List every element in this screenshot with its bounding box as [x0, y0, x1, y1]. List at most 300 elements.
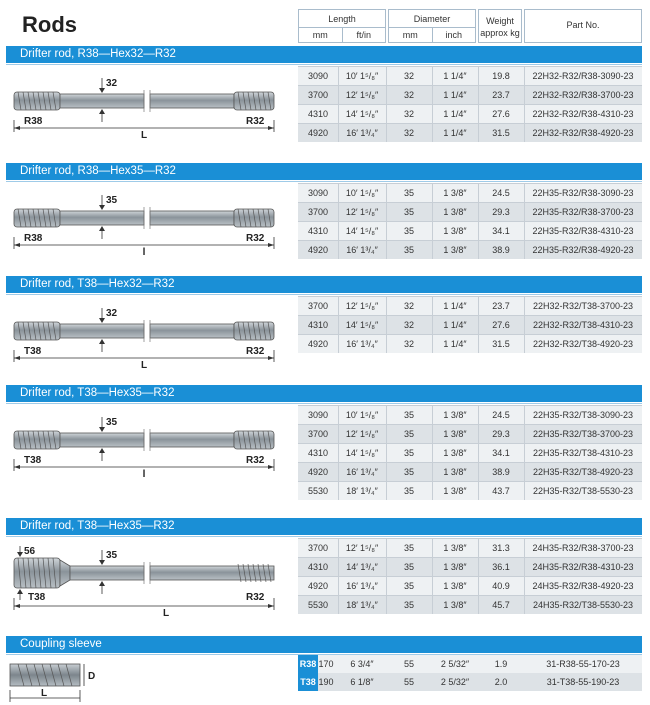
- cell-divider: [338, 539, 339, 557]
- table-row: [298, 202, 642, 221]
- cell-dia-mm: 32: [403, 109, 414, 119]
- cell-divider: [386, 596, 387, 614]
- cell-divider: [432, 105, 433, 123]
- cell-dia-inch: 1 3/8″: [443, 581, 467, 591]
- cell-divider: [386, 297, 387, 315]
- left-thread-label: T38: [24, 346, 42, 357]
- cell-length-ftin: 10′ 1⁵/₈″: [345, 71, 379, 81]
- cell-divider: [432, 596, 433, 614]
- cell-divider: [432, 203, 433, 221]
- right-thread-label: R32: [246, 116, 265, 127]
- cell-divider: [524, 463, 525, 481]
- cell-divider: [524, 67, 525, 85]
- cell-divider: [386, 335, 387, 353]
- cell-divider: [338, 222, 339, 240]
- cell-part-no: 22H32-R32/R38-4920-23: [532, 128, 634, 138]
- cell-divider: [478, 124, 479, 142]
- cell-weight: 43.7: [492, 486, 510, 496]
- cell-length-in: 6 3/4″: [350, 659, 374, 669]
- header-diameter: [388, 9, 476, 43]
- cell-weight: 31.5: [492, 128, 510, 138]
- cell-dia-mm: 35: [403, 543, 414, 553]
- cell-part-no: 24H35-R32/R38-3700-23: [532, 543, 634, 553]
- cell-divider: [478, 444, 479, 462]
- cell-divider: [432, 67, 433, 85]
- table-row: [298, 673, 642, 691]
- cell-weight: 38.9: [492, 245, 510, 255]
- cell-length-mm: 3700: [307, 301, 329, 311]
- cell-divider: [338, 184, 339, 202]
- cell-length-mm: 3090: [307, 71, 329, 81]
- table-row: [298, 104, 642, 123]
- length-label: L: [162, 608, 170, 619]
- cell-divider: [478, 335, 479, 353]
- cell-dia-inch: 1 1/4″: [443, 320, 467, 330]
- table-row: [298, 424, 642, 443]
- table-row: [298, 240, 642, 259]
- cell-part-no: 31-R38-55-170-23: [546, 659, 620, 669]
- cell-divider: [432, 86, 433, 104]
- cell-divider: [524, 577, 525, 595]
- cell-divider: [524, 406, 525, 424]
- cell-weight: 45.7: [492, 600, 510, 610]
- cell-divider: [478, 596, 479, 614]
- cell-divider: [432, 482, 433, 500]
- cell-dia-mm: 32: [403, 71, 414, 81]
- section-divider: [6, 536, 642, 537]
- cell-part-no: 24H35-R32/R38-4920-23: [532, 581, 634, 591]
- header-length-label: Length: [299, 12, 385, 28]
- length-label: l: [142, 469, 146, 480]
- cell-part-no: 22H32-R32/T38-4920-23: [532, 339, 634, 349]
- section-band: Drifter rod, R38—Hex35—R32: [6, 163, 642, 180]
- cell-divider: [524, 241, 525, 259]
- right-thread-label: R32: [246, 346, 265, 357]
- cell-divider: [338, 406, 339, 424]
- cell-divider: [338, 335, 339, 353]
- diameter-label: 32: [106, 308, 118, 319]
- cell-divider: [478, 67, 479, 85]
- cell-length-ftin: 12′ 1⁵/₈″: [345, 543, 379, 553]
- coupling-sleeve-drawing: [6, 660, 106, 704]
- cell-divider: [386, 406, 387, 424]
- cell-dia-mm: 35: [403, 207, 414, 217]
- cell-length-ftin: 10′ 1⁵/₈″: [345, 410, 379, 420]
- cell-dia-inch: 1 3/8″: [443, 467, 467, 477]
- section-band-coupling: Coupling sleeve: [6, 636, 642, 653]
- cell-dia-inch: 1 1/4″: [443, 301, 467, 311]
- cell-weight: 40.9: [492, 581, 510, 591]
- cell-dia-inch: 1 3/8″: [443, 410, 467, 420]
- cell-divider: [432, 444, 433, 462]
- cell-dia-inch: 1 3/8″: [443, 226, 467, 236]
- cell-divider: [524, 297, 525, 315]
- cell-dia-mm: 55: [403, 677, 414, 687]
- cell-part-no: 24H35-R32/T38-5530-23: [532, 600, 634, 610]
- rod-drawing: [6, 300, 286, 380]
- cell-weight: 36.1: [492, 562, 510, 572]
- cell-divider: [386, 425, 387, 443]
- cell-weight: 27.6: [492, 320, 510, 330]
- cell-dia-mm: 35: [403, 467, 414, 477]
- cell-weight: 31.5: [492, 339, 510, 349]
- cell-divider: [478, 297, 479, 315]
- table-row: [298, 183, 642, 202]
- spec-table: [298, 183, 642, 259]
- left-thread-label: R38: [24, 116, 43, 127]
- cell-divider: [386, 316, 387, 334]
- cell-length-ftin: 16′ 1³/₄″: [346, 245, 378, 255]
- cell-divider: [432, 539, 433, 557]
- table-row: [298, 221, 642, 240]
- cell-divider: [524, 558, 525, 576]
- table-row: [298, 334, 642, 353]
- cell-dia-mm: 55: [403, 659, 414, 669]
- cell-length-ftin: 14′ 1⁵/₈″: [345, 448, 379, 458]
- header-length: [298, 9, 386, 43]
- header-weight: [478, 9, 522, 43]
- cell-dia-inch: 2 5/32″: [440, 659, 470, 669]
- cell-divider: [386, 463, 387, 481]
- left-thread-label: T38: [24, 455, 42, 466]
- cell-divider: [478, 86, 479, 104]
- cell-divider: [338, 124, 339, 142]
- spec-table: [298, 296, 642, 353]
- section-divider: [6, 181, 642, 182]
- cell-divider: [386, 124, 387, 142]
- rod-drawing: [6, 70, 286, 150]
- cell-dia-mm: 32: [403, 339, 414, 349]
- cell-weight: 23.7: [492, 90, 510, 100]
- cell-divider: [432, 241, 433, 259]
- cell-divider: [386, 222, 387, 240]
- cell-dia-mm: 35: [403, 429, 414, 439]
- section-band: Drifter rod, T38—Hex32—R32: [6, 276, 642, 293]
- right-thread-label: R32: [246, 455, 265, 466]
- cell-divider: [338, 316, 339, 334]
- cell-part-no: 22H35-R32/R38-3090-23: [532, 188, 634, 198]
- spec-table: [298, 405, 642, 500]
- coupling-tag: T38: [298, 673, 318, 691]
- cell-divider: [478, 406, 479, 424]
- cell-divider: [386, 105, 387, 123]
- cell-length-mm: 4310: [307, 109, 329, 119]
- header-diameter-label: Diameter: [389, 12, 475, 28]
- cell-divider: [524, 425, 525, 443]
- cell-divider: [524, 316, 525, 334]
- cell-divider: [478, 577, 479, 595]
- cell-length-mm: 3700: [307, 429, 329, 439]
- cell-part-no: 22H32-R32/R38-4310-23: [532, 109, 634, 119]
- cell-divider: [524, 86, 525, 104]
- cell-dia-mm: 35: [403, 410, 414, 420]
- cell-divider: [338, 558, 339, 576]
- header-weight-line2: approx kg: [480, 28, 520, 38]
- left-thread-label: R38: [24, 233, 43, 244]
- cell-divider: [524, 539, 525, 557]
- cell-divider: [478, 463, 479, 481]
- cell-divider: [338, 297, 339, 315]
- cell-length-mm: 4920: [307, 339, 329, 349]
- coupling-tag: R38: [298, 655, 318, 673]
- cell-weight: 2.0: [494, 677, 508, 687]
- header-length-mm: mm: [312, 30, 328, 40]
- cell-weight: 24.5: [492, 188, 510, 198]
- cell-divider: [432, 222, 433, 240]
- section-divider: [6, 64, 642, 65]
- page-title: Rods: [22, 12, 77, 37]
- diameter-label: 35: [106, 417, 118, 428]
- cell-length-ftin: 12′ 1⁵/₈″: [345, 90, 379, 100]
- header-weight-line1: Weight: [486, 16, 514, 26]
- cell-divider: [338, 577, 339, 595]
- table-row: [298, 595, 642, 614]
- cell-part-no: 22H35-R32/T38-3090-23: [532, 410, 634, 420]
- cell-length-ftin: 16′ 1³/₄″: [346, 128, 378, 138]
- rod-drawing: [6, 409, 286, 489]
- cell-divider: [524, 222, 525, 240]
- length-label: L: [140, 130, 148, 141]
- cell-divider: [478, 222, 479, 240]
- cell-part-no: 24H35-R32/R38-4310-23: [532, 562, 634, 572]
- cell-divider: [338, 596, 339, 614]
- cell-length-mm: 4920: [307, 581, 329, 591]
- cell-length-ftin: 14′ 1⁵/₈″: [345, 320, 379, 330]
- cell-part-no: 22H32-R32/T38-4310-23: [532, 320, 634, 330]
- section-divider: [6, 403, 642, 404]
- cell-length-ftin: 12′ 1⁵/₈″: [345, 207, 379, 217]
- right-thread-label: R32: [246, 592, 265, 603]
- table-row: [298, 538, 642, 557]
- cell-dia-mm: 32: [403, 320, 414, 330]
- cell-length-ftin: 16′ 1³/₄″: [346, 339, 378, 349]
- cell-divider: [524, 335, 525, 353]
- cell-dia-inch: 1 1/4″: [443, 90, 467, 100]
- cell-divider: [524, 482, 525, 500]
- table-row: [298, 557, 642, 576]
- cell-dia-inch: 1 3/8″: [443, 543, 467, 553]
- table-row: [298, 462, 642, 481]
- cell-divider: [478, 203, 479, 221]
- table-row: [298, 85, 642, 104]
- cell-divider: [478, 558, 479, 576]
- cell-divider: [478, 482, 479, 500]
- table-row: [298, 443, 642, 462]
- cell-divider: [338, 105, 339, 123]
- cell-divider: [478, 425, 479, 443]
- cell-divider: [432, 124, 433, 142]
- cell-weight: 38.9: [492, 467, 510, 477]
- rod-drawing: [6, 542, 286, 622]
- cell-dia-mm: 35: [403, 486, 414, 496]
- cell-divider: [524, 203, 525, 221]
- cell-dia-mm: 35: [403, 245, 414, 255]
- cell-weight: 27.6: [492, 109, 510, 119]
- cell-part-no: 22H32-R32/T38-3700-23: [532, 301, 634, 311]
- table-row: [298, 576, 642, 595]
- cell-dia-mm: 35: [403, 600, 414, 610]
- cell-dia-inch: 1 3/8″: [443, 448, 467, 458]
- cell-divider: [386, 558, 387, 576]
- cell-divider: [338, 67, 339, 85]
- cell-part-no: 22H35-R32/T38-3700-23: [532, 429, 634, 439]
- cell-divider: [524, 124, 525, 142]
- cell-divider: [524, 444, 525, 462]
- header-part-no: [524, 9, 642, 43]
- cell-part-no: 22H35-R32/T38-4920-23: [532, 467, 634, 477]
- table-row: [298, 123, 642, 142]
- cell-part-no: 22H32-R32/R38-3090-23: [532, 71, 634, 81]
- cell-dia-inch: 1 1/4″: [443, 109, 467, 119]
- cell-length-mm: 3700: [307, 543, 329, 553]
- cell-length-mm: 3090: [307, 188, 329, 198]
- table-row: [298, 315, 642, 334]
- cell-dia-inch: 1 3/8″: [443, 188, 467, 198]
- cell-dia-mm: 35: [403, 448, 414, 458]
- cell-weight: 19.8: [492, 71, 510, 81]
- header-diameter-inch: inch: [432, 27, 476, 43]
- cell-divider: [478, 539, 479, 557]
- table-row: [298, 66, 642, 85]
- table-row: [298, 296, 642, 315]
- cell-length-mm: 170: [318, 659, 334, 669]
- cell-length-ftin: 12′ 1⁵/₈″: [345, 301, 379, 311]
- cell-divider: [386, 444, 387, 462]
- cell-length-mm: 4920: [307, 245, 329, 255]
- cell-divider: [386, 539, 387, 557]
- coupling-dia-label: D: [88, 671, 96, 682]
- cell-dia-mm: 35: [403, 188, 414, 198]
- cell-weight: 31.3: [492, 543, 510, 553]
- cell-length-mm: 4920: [307, 467, 329, 477]
- cell-divider: [432, 184, 433, 202]
- coupling-table: [298, 655, 642, 691]
- cell-length-ftin: 10′ 1⁵/₈″: [345, 188, 379, 198]
- cell-dia-inch: 1 1/4″: [443, 339, 467, 349]
- table-row: [298, 655, 642, 673]
- cell-dia-inch: 2 5/32″: [440, 677, 470, 687]
- cell-weight: 24.5: [492, 410, 510, 420]
- length-label: L: [140, 360, 148, 371]
- spec-table: [298, 538, 642, 614]
- cell-dia-mm: 32: [403, 301, 414, 311]
- collar-diameter-label: 56: [24, 546, 36, 557]
- cell-divider: [338, 444, 339, 462]
- cell-dia-inch: 1 1/4″: [443, 71, 467, 81]
- cell-divider: [524, 596, 525, 614]
- cell-dia-mm: 32: [403, 128, 414, 138]
- cell-dia-inch: 1 3/8″: [443, 486, 467, 496]
- cell-divider: [386, 86, 387, 104]
- cell-length-mm: 4310: [307, 226, 329, 236]
- cell-dia-inch: 1 3/8″: [443, 600, 467, 610]
- right-thread-label: R32: [246, 233, 265, 244]
- cell-divider: [432, 316, 433, 334]
- cell-dia-inch: 1 3/8″: [443, 245, 467, 255]
- coupling-length-label: L: [40, 688, 48, 699]
- cell-divider: [524, 184, 525, 202]
- cell-part-no: 22H32-R32/R38-3700-23: [532, 90, 634, 100]
- cell-divider: [432, 425, 433, 443]
- cell-dia-inch: 1 3/8″: [443, 429, 467, 439]
- section-divider: [6, 294, 642, 295]
- cell-length-ftin: 16′ 1³/₄″: [346, 581, 378, 591]
- cell-part-no: 22H35-R32/T38-5530-23: [532, 486, 634, 496]
- cell-dia-inch: 1 1/4″: [443, 128, 467, 138]
- header-part-no-label: Part No.: [566, 20, 600, 30]
- cell-divider: [478, 105, 479, 123]
- cell-length-ftin: 14′ 1³/₄″: [346, 562, 378, 572]
- cell-divider: [432, 297, 433, 315]
- cell-divider: [338, 203, 339, 221]
- cell-weight: 1.9: [494, 659, 508, 669]
- cell-divider: [338, 241, 339, 259]
- cell-divider: [386, 577, 387, 595]
- spec-table: [298, 66, 642, 142]
- cell-divider: [524, 105, 525, 123]
- cell-weight: 34.1: [492, 226, 510, 236]
- cell-dia-inch: 1 3/8″: [443, 207, 467, 217]
- cell-part-no: 22H35-R32/R38-3700-23: [532, 207, 634, 217]
- cell-length-mm: 4310: [307, 448, 329, 458]
- cell-part-no: 22H35-R32/R38-4310-23: [532, 226, 634, 236]
- cell-length-mm: 4310: [307, 562, 329, 572]
- cell-part-no: 22H35-R32/R38-4920-23: [532, 245, 634, 255]
- cell-weight: 34.1: [492, 448, 510, 458]
- cell-divider: [386, 203, 387, 221]
- cell-length-ftin: 16′ 1³/₄″: [346, 467, 378, 477]
- cell-length-ftin: 14′ 1⁵/₈″: [345, 109, 379, 119]
- cell-divider: [432, 463, 433, 481]
- cell-weight: 29.3: [492, 207, 510, 217]
- header-length-ftin: ft/in: [342, 27, 386, 43]
- cell-length-mm: 3700: [307, 90, 329, 100]
- cell-divider: [386, 482, 387, 500]
- length-label: l: [142, 247, 146, 258]
- cell-weight: 29.3: [492, 429, 510, 439]
- table-row: [298, 405, 642, 424]
- cell-divider: [432, 577, 433, 595]
- cell-length-in: 6 1/8″: [350, 677, 374, 687]
- cell-divider: [432, 335, 433, 353]
- cell-length-mm: 190: [318, 677, 334, 687]
- cell-divider: [432, 558, 433, 576]
- cell-length-mm: 4310: [307, 320, 329, 330]
- cell-dia-mm: 35: [403, 226, 414, 236]
- cell-part-no: 22H35-R32/T38-4310-23: [532, 448, 634, 458]
- cell-dia-inch: 1 3/8″: [443, 562, 467, 572]
- section-band: Drifter rod, T38—Hex35—R32: [6, 518, 642, 535]
- cell-divider: [386, 241, 387, 259]
- cell-divider: [478, 184, 479, 202]
- cell-length-mm: 3700: [307, 207, 329, 217]
- header-diameter-mm: mm: [402, 30, 418, 40]
- cell-length-ftin: 18′ 1³/₄″: [346, 600, 378, 610]
- diameter-label: 35: [106, 195, 118, 206]
- cell-length-mm: 5530: [307, 486, 329, 496]
- cell-divider: [432, 406, 433, 424]
- cell-part-no: 31-T38-55-190-23: [546, 677, 620, 687]
- cell-dia-mm: 35: [403, 562, 414, 572]
- cell-divider: [478, 316, 479, 334]
- cell-length-ftin: 18′ 1³/₄″: [346, 486, 378, 496]
- cell-length-mm: 4920: [307, 128, 329, 138]
- table-row: [298, 481, 642, 500]
- cell-divider: [386, 67, 387, 85]
- diameter-label: 32: [106, 78, 118, 89]
- cell-dia-mm: 32: [403, 90, 414, 100]
- cell-divider: [478, 241, 479, 259]
